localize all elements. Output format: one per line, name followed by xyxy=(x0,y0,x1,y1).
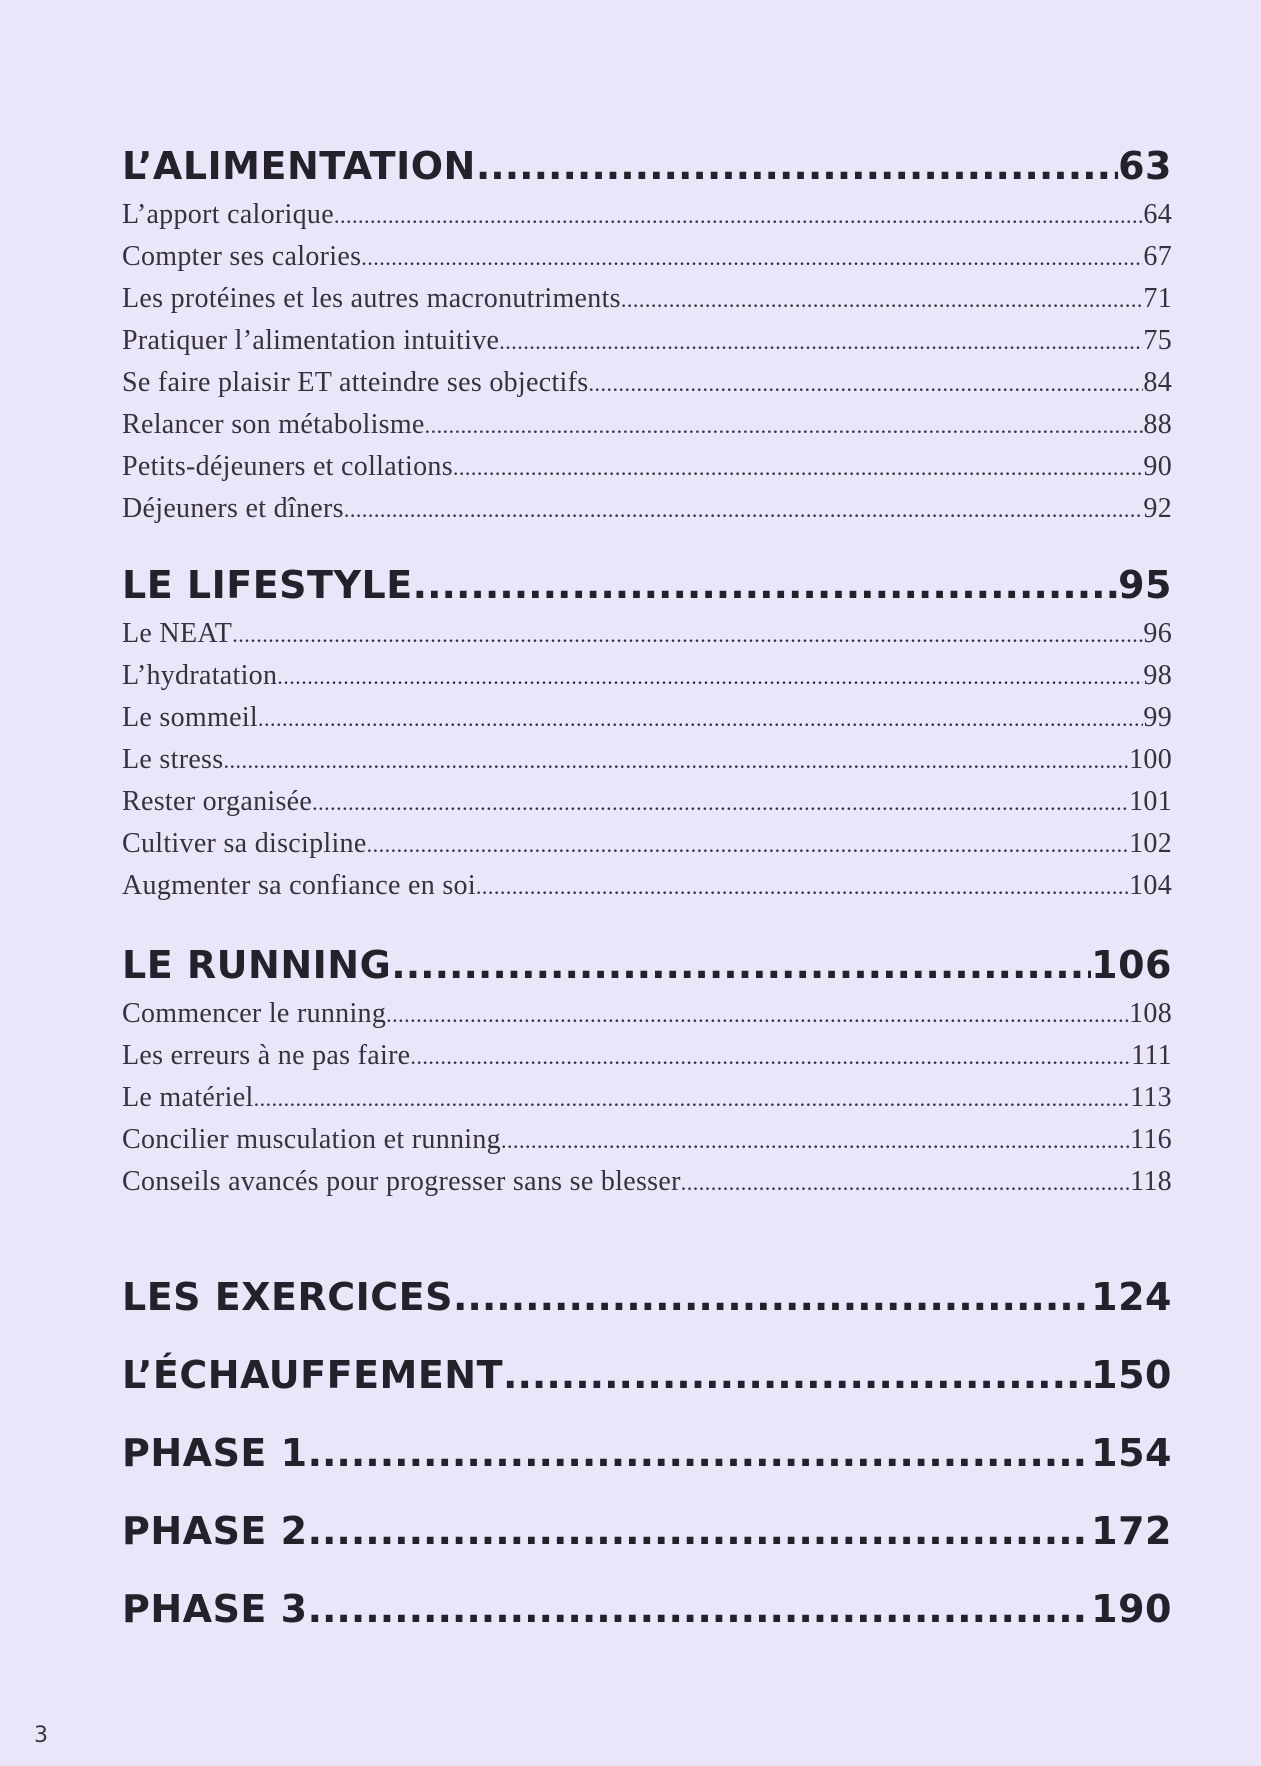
item-page: 84 xyxy=(1143,367,1172,398)
spacer xyxy=(122,530,1172,557)
dot-leader xyxy=(453,1269,1091,1325)
toc-item[interactable] xyxy=(122,613,1172,655)
item-page: 111 xyxy=(1131,1040,1172,1071)
item-page: 67 xyxy=(1143,241,1172,272)
toc-chapter-phase-1[interactable] xyxy=(122,1425,1172,1481)
dot-leader xyxy=(334,194,1143,237)
dot-leader xyxy=(312,781,1129,824)
item-label: Petits-déjeuners et collations xyxy=(122,451,453,482)
item-page: 101 xyxy=(1129,786,1172,817)
toc-item[interactable] xyxy=(122,488,1172,530)
dot-leader xyxy=(425,404,1144,447)
item-page: 96 xyxy=(1143,618,1172,649)
spacer xyxy=(122,1559,1172,1581)
item-label: Conseils avancés pour progresser sans se blesser xyxy=(122,1166,681,1197)
item-page: 90 xyxy=(1143,451,1172,482)
item-label: Commencer le running xyxy=(122,998,387,1029)
heading-page: 95 xyxy=(1118,563,1172,607)
toc-item[interactable] xyxy=(122,278,1172,320)
chapter-title: L’ÉCHAUFFEMENT xyxy=(122,1353,504,1397)
spacer xyxy=(122,907,1172,937)
item-label: Le stress xyxy=(122,744,224,775)
toc-chapter-phase-2[interactable] xyxy=(122,1503,1172,1559)
dot-leader xyxy=(308,1581,1092,1637)
item-label: Se faire plaisir ET atteindre ses objectifs xyxy=(122,367,589,398)
item-label: Compter ses calories xyxy=(122,241,362,272)
toc-item[interactable] xyxy=(122,1077,1172,1119)
dot-leader xyxy=(499,320,1143,363)
toc-item[interactable] xyxy=(122,320,1172,362)
item-page: 92 xyxy=(1143,493,1172,524)
dot-leader xyxy=(391,937,1091,993)
table-of-contents xyxy=(122,138,1172,1637)
dot-leader xyxy=(344,488,1144,531)
item-label: Les protéines et les autres macronutriments xyxy=(122,283,621,314)
dot-leader xyxy=(367,823,1130,866)
page-number: 3 xyxy=(34,1723,48,1748)
toc-item[interactable] xyxy=(122,404,1172,446)
item-label: Cultiver sa discipline xyxy=(122,828,367,859)
dot-leader xyxy=(476,865,1129,908)
toc-item[interactable] xyxy=(122,993,1172,1035)
item-page: 98 xyxy=(1143,660,1172,691)
chapter-page: 154 xyxy=(1091,1431,1172,1475)
item-page: 116 xyxy=(1130,1124,1172,1155)
dot-leader xyxy=(254,1077,1131,1120)
toc-item[interactable] xyxy=(122,236,1172,278)
item-label: Le NEAT xyxy=(122,618,233,649)
toc-item[interactable] xyxy=(122,362,1172,404)
item-label: L’hydratation xyxy=(122,660,278,691)
toc-chapter-exercices[interactable] xyxy=(122,1269,1172,1325)
item-page: 71 xyxy=(1143,283,1172,314)
toc-item[interactable] xyxy=(122,697,1172,739)
spacer xyxy=(122,1203,1172,1269)
heading-page: 63 xyxy=(1118,144,1172,188)
toc-chapter-echauffement[interactable] xyxy=(122,1347,1172,1403)
spacer xyxy=(122,1481,1172,1503)
toc-item[interactable] xyxy=(122,655,1172,697)
dot-leader xyxy=(621,278,1144,321)
item-label: Augmenter sa confiance en soi xyxy=(122,870,476,901)
item-page: 99 xyxy=(1143,702,1172,733)
toc-item[interactable] xyxy=(122,781,1172,823)
chapter-title: PHASE 2 xyxy=(122,1509,308,1553)
item-label: Le sommeil xyxy=(122,702,258,733)
dot-leader xyxy=(386,993,1129,1036)
item-label: Les erreurs à ne pas faire xyxy=(122,1040,411,1071)
dot-leader xyxy=(277,655,1143,698)
dot-leader xyxy=(361,236,1143,279)
toc-item[interactable] xyxy=(122,1119,1172,1161)
dot-leader xyxy=(476,138,1118,194)
chapter-title: LES EXERCICES xyxy=(122,1275,453,1319)
chapter-title: PHASE 3 xyxy=(122,1587,308,1631)
toc-heading-running[interactable] xyxy=(122,937,1172,993)
item-label: Pratiquer l’alimentation intuitive xyxy=(122,325,500,356)
heading-page: 106 xyxy=(1091,943,1172,987)
toc-item[interactable] xyxy=(122,446,1172,488)
chapter-title: PHASE 1 xyxy=(122,1431,308,1475)
item-page: 104 xyxy=(1129,870,1172,901)
item-page: 102 xyxy=(1129,828,1172,859)
item-page: 75 xyxy=(1143,325,1172,356)
item-page: 118 xyxy=(1130,1166,1172,1197)
chapter-page: 172 xyxy=(1091,1509,1172,1553)
chapter-page: 124 xyxy=(1091,1275,1172,1319)
item-page: 88 xyxy=(1143,409,1172,440)
item-label: Déjeuners et dîners xyxy=(122,493,344,524)
spacer xyxy=(122,1325,1172,1347)
chapter-page: 150 xyxy=(1091,1353,1172,1397)
item-label: L’apport calorique xyxy=(122,199,334,230)
dot-leader xyxy=(503,1347,1091,1403)
toc-item[interactable] xyxy=(122,194,1172,236)
toc-chapter-phase-3[interactable] xyxy=(122,1581,1172,1637)
toc-item[interactable] xyxy=(122,1161,1172,1203)
toc-item[interactable] xyxy=(122,823,1172,865)
toc-item[interactable] xyxy=(122,865,1172,907)
item-label: Le matériel xyxy=(122,1082,254,1113)
item-label: Concilier musculation et running xyxy=(122,1124,501,1155)
dot-leader xyxy=(308,1425,1092,1481)
heading-title: L’ALIMENTATION xyxy=(122,144,476,188)
dot-leader xyxy=(453,446,1143,489)
dot-leader xyxy=(413,557,1118,613)
item-page: 100 xyxy=(1129,744,1172,775)
toc-heading-alimentation[interactable] xyxy=(122,138,1172,194)
item-page: 64 xyxy=(1143,199,1172,230)
item-page: 108 xyxy=(1129,998,1172,1029)
toc-item[interactable] xyxy=(122,739,1172,781)
heading-title: LE LIFESTYLE xyxy=(122,563,413,607)
dot-leader xyxy=(308,1503,1092,1559)
dot-leader xyxy=(681,1161,1130,1204)
dot-leader xyxy=(223,739,1129,782)
dot-leader xyxy=(588,362,1143,405)
dot-leader xyxy=(258,697,1143,740)
item-label: Relancer son métabolisme xyxy=(122,409,425,440)
dot-leader xyxy=(501,1119,1130,1162)
dot-leader xyxy=(232,613,1143,656)
toc-item[interactable] xyxy=(122,1035,1172,1077)
item-label: Rester organisée xyxy=(122,786,313,817)
chapter-page: 190 xyxy=(1091,1587,1172,1631)
toc-heading-lifestyle[interactable] xyxy=(122,557,1172,613)
dot-leader xyxy=(410,1035,1131,1078)
item-page: 113 xyxy=(1130,1082,1172,1113)
spacer xyxy=(122,1403,1172,1425)
heading-title: LE RUNNING xyxy=(122,943,392,987)
